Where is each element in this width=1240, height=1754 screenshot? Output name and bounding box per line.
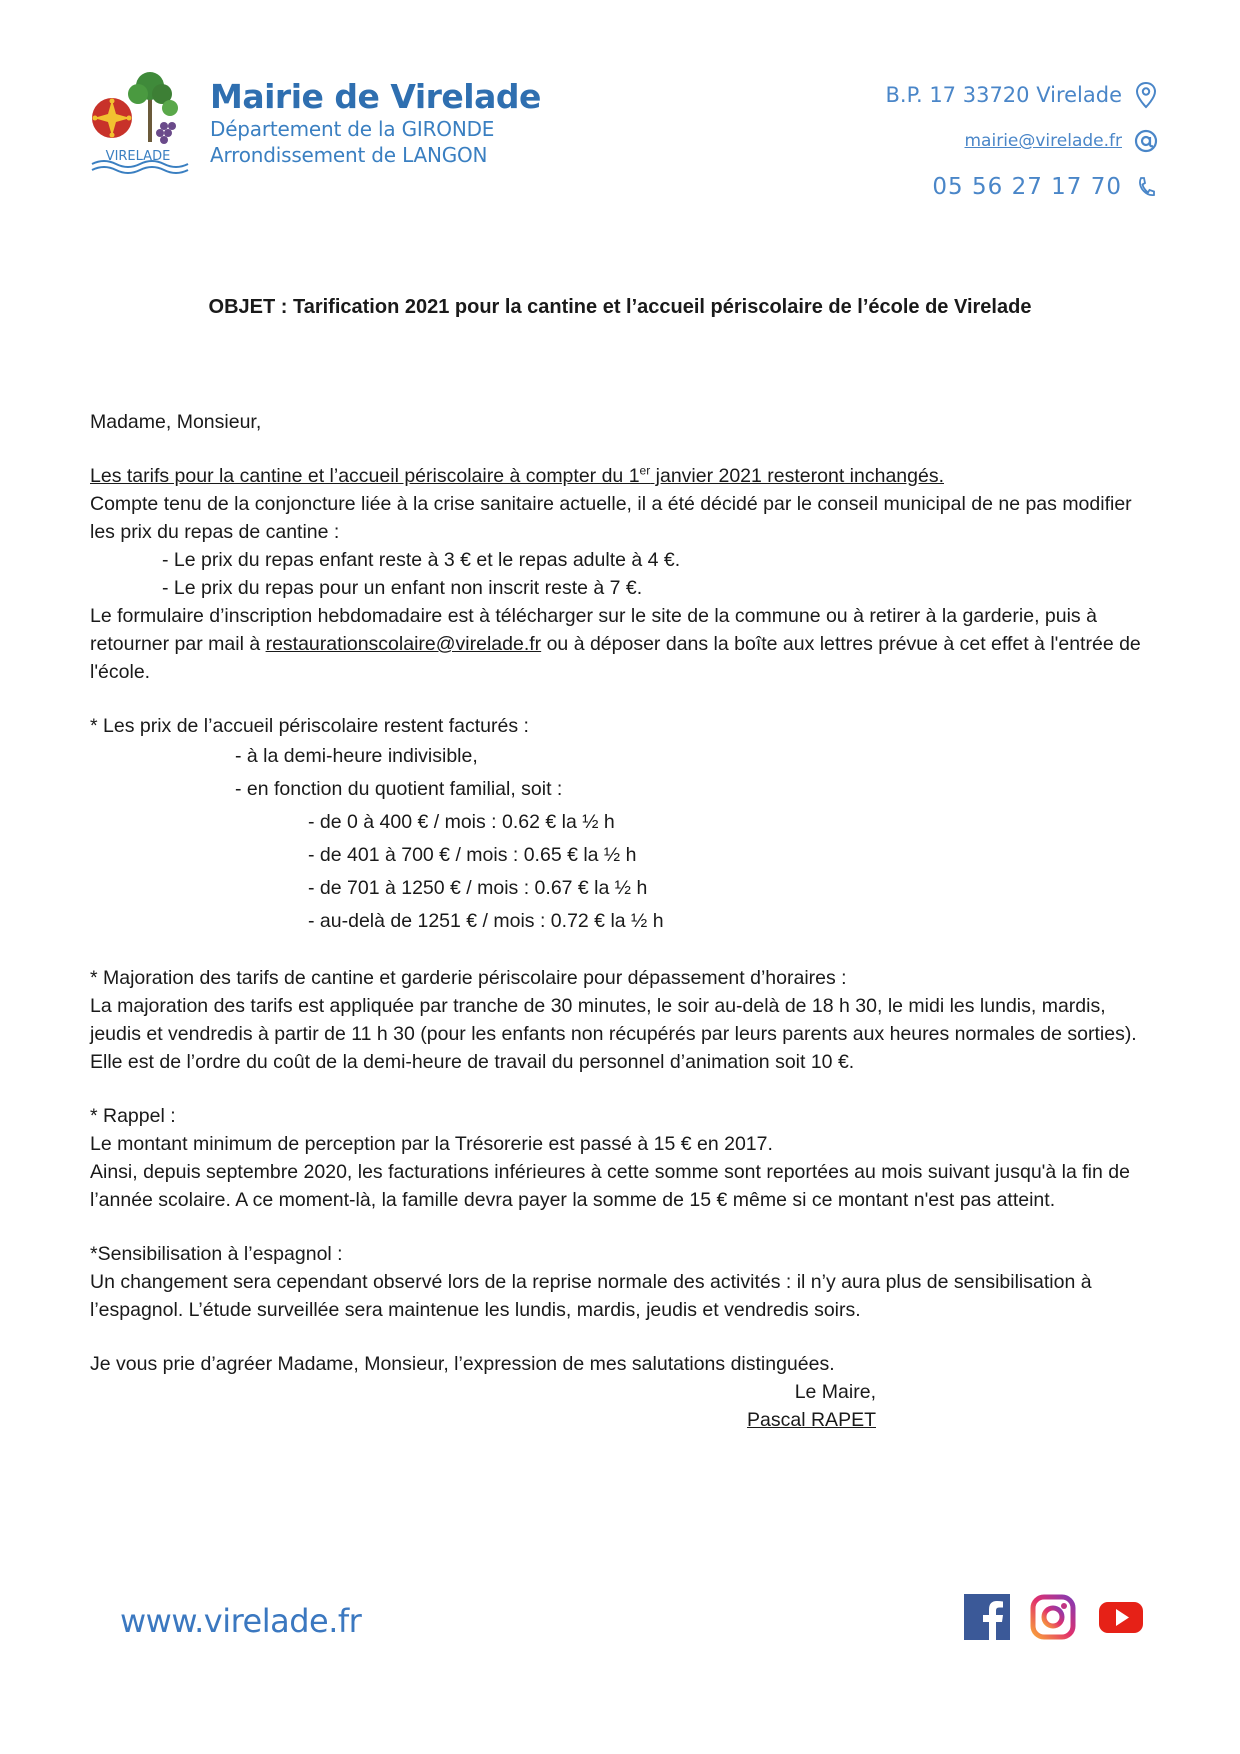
tariff-tier: - de 701 à 1250 € / mois : 0.67 € la ½ h	[308, 877, 648, 899]
signature-title: Le Maire,	[794, 1381, 876, 1403]
subject-line: OBJET : Tarification 2021 pour la cantine et l’accueil périscolaire de l’école de Virelade	[208, 296, 1032, 318]
letterhead	[88, 64, 1158, 214]
list-item: - Le prix du repas enfant reste à 3 € et le repas adulte à 4 €.	[162, 549, 681, 571]
svg-text:VIRELADE: VIRELADE	[105, 149, 171, 164]
form-paragraph: Le formulaire d’inscription hebdomadaire est à télécharger sur le site de la commune ou à retirer à la garderie, puis à retourner par mail à restaurationscolaire@virelade.fr ou à déposer dans la boîte aux lettres prévue à cet effet à l'entrée de l'école.	[90, 605, 1141, 683]
list-item: - Le prix du repas pour un enfant non inscrit reste à 7 €.	[162, 577, 643, 599]
rappel-paragraph: Ainsi, depuis septembre 2020, les facturations inférieures à cette somme sont reportées au mois suivant jusqu'à la fin de l’année scolaire. A ce moment-là, la famille devra payer la somme de 15 € même si ce montant n'est pas atteint.	[90, 1161, 1130, 1211]
organization-block	[210, 78, 541, 168]
youtube-icon[interactable]	[1096, 1594, 1146, 1640]
social-links	[964, 1594, 1146, 1640]
salutation: Madame, Monsieur,	[90, 411, 262, 433]
signature-name: Pascal RAPET	[747, 1409, 876, 1431]
grapes-icon	[156, 122, 176, 144]
phone-row	[886, 164, 1159, 210]
espagnol-paragraph: Un changement sera cependant observé lors de la reprise normale des activités : il n’y aura plus de sensibilisation à l’espagnol. L’étude surveillée sera maintenue les lundis, mardis, jeudis et vendredis soirs.	[90, 1271, 1092, 1321]
tariff-tier: - de 401 à 700 € / mois : 0.65 € la ½ h	[308, 844, 637, 866]
phone-text: 05 56 27 17 70	[932, 174, 1122, 200]
location-pin-icon	[1134, 81, 1158, 109]
contact-block	[886, 72, 1159, 210]
facebook-icon[interactable]	[964, 1594, 1010, 1640]
espagnol-title: *Sensibilisation à l’espagnol :	[90, 1243, 343, 1265]
at-icon	[1134, 127, 1158, 155]
phone-icon	[1134, 173, 1158, 201]
department-line: Département de la GIRONDE	[210, 117, 495, 141]
periscolaire-title: * Les prix de l’accueil périscolaire restent facturés :	[90, 715, 529, 737]
list-item: - à la demi-heure indivisible,	[235, 745, 478, 767]
intro-paragraph: Les tarifs pour la cantine et l’accueil périscolaire à compter du 1er janvier 2021 resteront inchangés.	[90, 463, 944, 487]
email-row	[886, 118, 1159, 164]
address-row	[886, 72, 1159, 118]
mairie-logo	[88, 68, 206, 178]
majoration-title: * Majoration des tarifs de cantine et garderie périscolaire pour dépassement d’horaires :	[90, 967, 847, 989]
tariff-tier: - de 0 à 400 € / mois : 0.62 € la ½ h	[308, 811, 615, 833]
rappel-title: * Rappel :	[90, 1105, 176, 1127]
arrondissement-line: Arrondissement de LANGON	[210, 143, 488, 167]
rappel-paragraph: Le montant minimum de perception par la Trésorerie est passé à 15 € en 2017.	[90, 1133, 773, 1155]
website-link[interactable]: www.virelade.fr	[120, 1602, 362, 1640]
instagram-icon[interactable]	[1030, 1594, 1076, 1640]
email-link[interactable]: mairie@virelade.fr	[964, 131, 1122, 151]
address-text: B.P. 17 33720 Virelade	[885, 83, 1122, 107]
list-item: - en fonction du quotient familial, soit :	[235, 778, 563, 800]
closing-formula: Je vous prie d’agréer Madame, Monsieur, l’expression de mes salutations distinguées.	[90, 1353, 835, 1375]
email-link[interactable]: restaurationscolaire@virelade.fr	[265, 633, 542, 655]
occitan-cross-icon	[92, 98, 132, 138]
context-paragraph: Compte tenu de la conjoncture liée à la crise sanitaire actuelle, il a été décidé par le conseil municipal de ne pas modifier les prix du repas de cantine :	[90, 493, 1132, 543]
letter-body	[90, 408, 1150, 1434]
majoration-paragraph: La majoration des tarifs est appliquée par tranche de 30 minutes, le soir au-delà de 18 h 30, le midi les lundis, mardis, jeudis et vendredis à partir de 11 h 30 (pour les enfants non récupérés par leurs parents aux heures normales de sorties). Elle est de l’ordre du coût de la demi-heure de travail du personnel d’animation soit 10 €.	[90, 995, 1137, 1073]
organization-name: Mairie de Virelade	[210, 77, 541, 116]
tariff-tier: - au-delà de 1251 € / mois : 0.72 € la ½ h	[308, 910, 664, 932]
